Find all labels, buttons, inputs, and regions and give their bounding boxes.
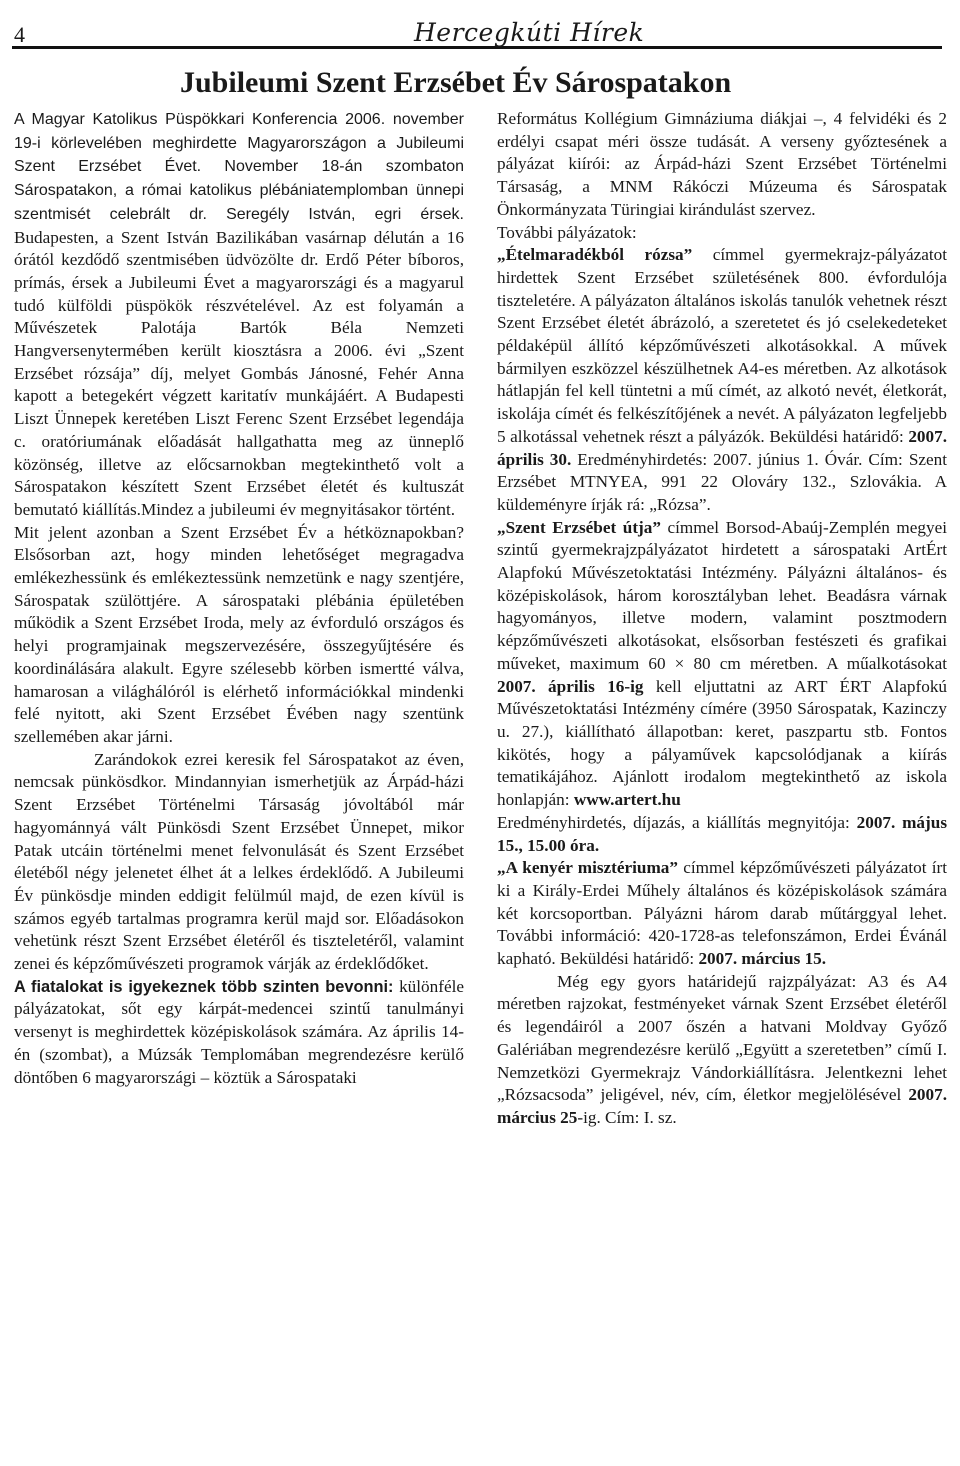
page-header — [12, 10, 942, 49]
right-column — [497, 108, 947, 1130]
left-paragraph-4 — [14, 976, 464, 1090]
contest-utja-tail: kell eljuttatni az ART ÉRT Alapfokú Művészetoktatási Intézmény címére (3950 Sárospatak, Kazinczy u. 27.), kiállítható állapotban: keret, paszpartu stb. Fontos kikötés, hogy a pályaművek kapcsolódjanak a kiírás tematikájához. Ajánlott irodalom megtekinthető az iskola honlapján: — [497, 676, 948, 810]
contest-gyors-deadline: 2007. március 25 — [497, 1085, 947, 1127]
article-title: Jubileumi Szent Erzsébet Év Sárospatakon — [180, 66, 732, 99]
left-p1-body: Budapesten, a Szent István Bazilikában vasárnap délután a 16 órától kezdődő szentmisében üdvözölte dr. Erdő Péter bíboros, prímás, érsek a Jubileumi Évet a magyarországi és a magyarul tudó külföldi püspökök részvételével. Az est folyamán a Művészetek Palotája Bartók Béla Nemzeti Hangversenytermében került kiosztásra a 2006. évi „Szent Erzsébet rózsája” díj, melyet Gombás Jánosné, Fehér Anna kapott a betegekért végzett karitatív munkájáért. A Budapesti Liszt Ünnepek keretében Liszt Ferenc Szent Erzsébet legendája c. oratóriumának előadását hallgathatta meg az ünneplő közönség, illetve az előcsarnokban megtekinthető volt a Sárospatakon készített Szent Erzsébet életét és kultuszát bemutató kiállítás.Mindez a jubileumi év megnyitásakor történt. — [14, 227, 464, 519]
contest-gyors-tail: -ig. Cím: I. sz. — [577, 1107, 677, 1127]
right-paragraph-1: Református Kollégium Gimnáziuma diákjai –, 4 felvidéki és 2 erdélyi csapat méri össze tudását. A verseny győztesének a pályázat kiírói: az Árpád-házi Szent Erzsébet Történelmi Társaság, a MNM Rákóczi Múzeuma és Sárospatak Önkormányzata Türingiai kirándulást szervez. — [497, 109, 947, 219]
left-p4-body: különféle pályázatokat, sőt egy kárpát-medencei szintű tanulmányi versenyt is meghirdettek középiskolások számára. Az április 14-én (szombat), a Múzsák Templomában megrendezésre kerülő döntőben 6 magyarországi – köztük a Sárospataki — [14, 976, 464, 1087]
results-date: 2007. május 15., 15.00 óra. — [497, 812, 948, 855]
contest-title-rozsa: „Ételmaradékból rózsa” — [497, 245, 693, 265]
right-paragraph-6 — [497, 857, 947, 971]
contest-rozsa-body: címmel gyermekrajz-pályázatot hirdettek Szent Erzsébet születésének 800. évfordulója tiszteletére. A pályázaton általános iskolás tanulók vehetnek részt Szent Erzsébet életét ábrázoló, a szeretetet és jó cselekedeteket példaképül állító képzőművészeti alkotásokkal. A művek bármilyen eszközzel készülhetnek A4-es méretben. Az alkotások hátlapján fel kell tüntetni a mű címét, az alkotó nevét, életkorát, iskolája címét és felkészítőjének a nevét. A pályázaton legfeljebb 5 alkotással vehetnek részt a pályázók. Beküldési határidő: — [497, 245, 947, 446]
left-paragraph-2: Mit jelent azonban a Szent Erzsébet Év a hétköznapokban? Elsősorban azt, hogy minden lehetőséget megragadva emlékezhessünk és emlékeztessünk nemzetünk e nagy szentjére, Sárospatak szülöttjére. A sárospataki plébánia épületében működik a Szent Erzsébet Iroda, mely az évforduló országos és helyi programjainak megszervezésére, összegyűjtésére és koordinálására alakult. Egyre szélesebb körben ismertté válva, hamarosan a világhálóról is elérhető információkkal mindenki felé nyitott, aki Szent Erzsébet Évében nagy szentünk szellemében akar járni. — [14, 522, 464, 746]
contest-gyors-body: Még egy gyors határidejű rajzpályázat: A3 és A4 méretben rajzokat, festményeket várnak Szent Erzsébet életéről és legendáiról a 2007 őszén a hatvani Moldvay Győző Galériában megrendezésre kerülő „Együtt a szeretetben” című I. Nemzetközi Gyermekrajz Vándorkiállításra. Jelentkezni lehet „Rózsacsoda” jeligével, név, cím, életkor megjelölésével — [497, 971, 947, 1105]
contest-kenyer-body: címmel képzőművészeti pályázatot írt ki a Király-Erdei Műhely általános és középiskolások számára két korcsoportban. Pályázni három darab műtárggyal lehet. További információ: 420-1728-as telefonszámon, Erdei Évánál kapható. Beküldési határidő: — [497, 858, 947, 969]
contest-utja-deadline: 2007. április 16-ig — [497, 676, 644, 696]
contest-kenyer-deadline: 2007. március 15. — [698, 949, 827, 969]
page-number: 4 — [14, 22, 25, 47]
artert-url: www.artert.hu — [573, 790, 681, 810]
left-column — [14, 108, 464, 1089]
contest-title-kenyer: „A kenyér misztériuma” — [497, 858, 678, 878]
left-paragraph-3: Zarándokok ezrei keresik fel Sárospatakot az éven, nemcsak pünkösdkor. Mindannyian ismerhetjük az Árpád-házi Szent Erzsébet Történelmi Társaság jóvoltából már hagyománnyá vált Pünkösdi Szent Erzsébet Ünnepet, mikor Patak utcáin történelmi menet felvonulását és Szent Erzsébet életéből négy jelenetet élhet át a lelkes érdeklődő. A Jubileumi Év pünkösdje minden eddigit felülmúl majd, de ezen kívül is számos egyéb tartalmas programra kerül majd sor. Előadásokon vehetünk részt Szent Erzsébet életéről és tiszteletéről, valamint zenei és képzőművészeti programok várják az érdeklődőket. — [14, 749, 464, 974]
right-paragraph-5 — [497, 812, 947, 857]
right-paragraph-7 — [497, 971, 947, 1130]
right-paragraph-4 — [497, 517, 947, 812]
left-p1-lead: A Magyar Katolikus Püspökkari Konferencia 2006. november 19-i körlevelében meghirdette Magyarországon a Jubileumi Szent Erzsébet Évet. November 18-án szombaton Sárospatakon, a római katolikus plébániatemplomban ünnepi szentmisét celebrált dr. Seregély István, egri érsek. — [14, 111, 464, 223]
contest-rozsa-tail: Eredményhirdetés: 2007. június 1. Óvár. Cím: Szent Erzsébet MTNYEA, 991 22 Olováry 132., Szlovákia. A küldeményre írják rá: „Rózsa”. — [497, 449, 948, 514]
contest-rozsa-deadline: 2007. április 30. — [497, 426, 947, 469]
masthead: Hercegkúti Hírek — [414, 18, 645, 47]
right-paragraph-3 — [497, 244, 947, 516]
results-text: Eredményhirdetés, díjazás, a kiállítás megnyitója: — [497, 812, 857, 832]
contest-title-utja: „Szent Erzsébet útja” — [497, 517, 661, 537]
right-paragraph-2: További pályázatok: — [497, 222, 637, 242]
left-paragraph-1 — [14, 108, 464, 522]
left-p4-heading: A fiatalokat is igyekeznek több szinten bevonni: — [14, 977, 394, 996]
contest-utja-body: címmel Borsod-Abaúj-Zemplén megyei szintű gyermekrajzpályázatot hirdetett a sárospataki ArtÉrt Alapfokú Művészetoktatási Intézmény. Pályázni általános- és középiskolások, három korosztályban lehet. Beadásra várnak hagyományos, illetve modern, valamint posztmodern képzőművészeti alkotásokat, elsősorban festészeti és grafikai műveket, maximum 60 × 80 cm méretben. A műalkotásokat — [497, 517, 947, 673]
